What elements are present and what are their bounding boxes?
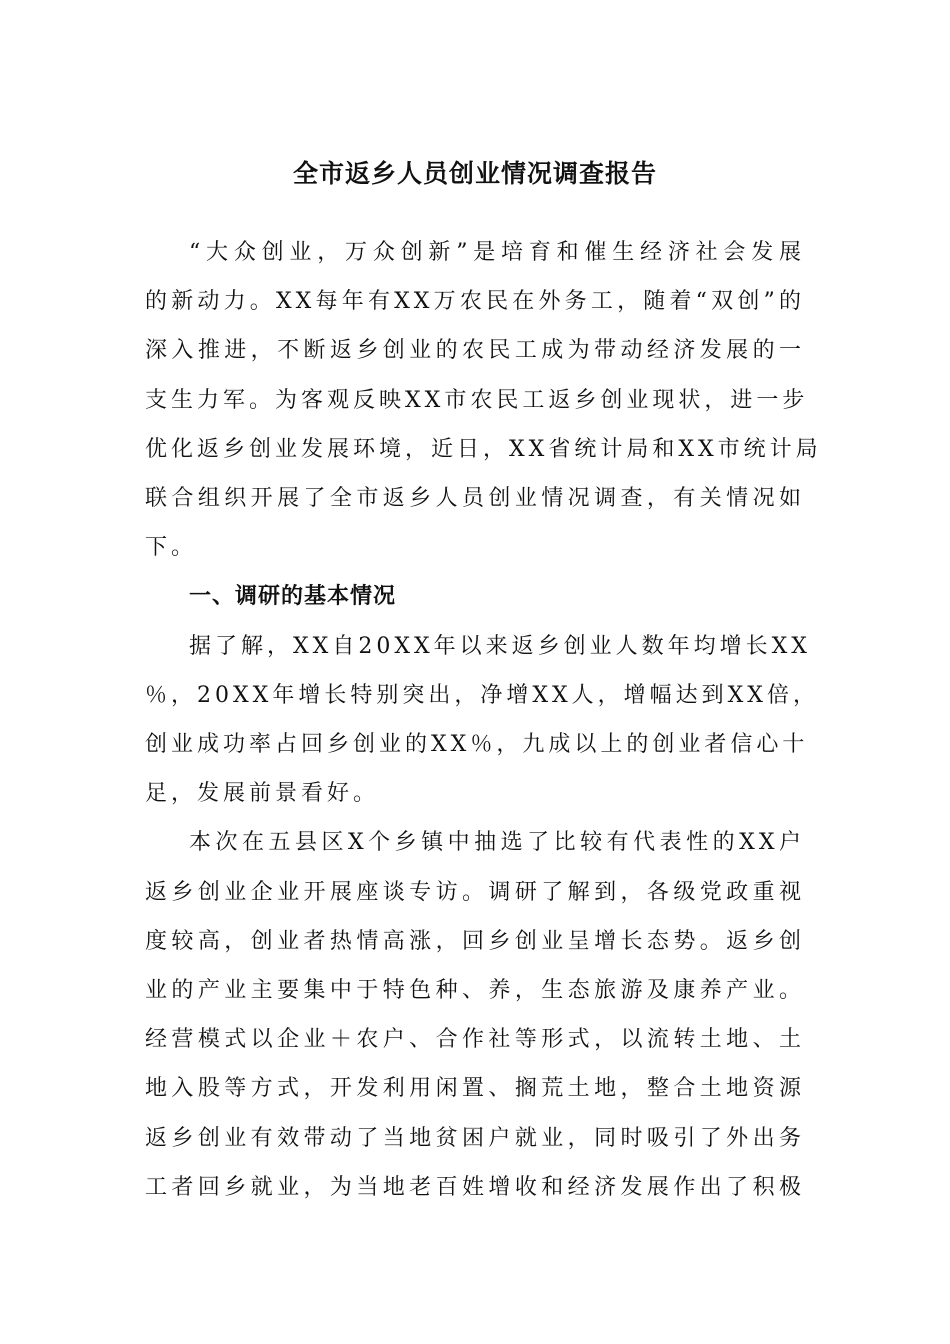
paragraph-survey — [145, 818, 805, 1212]
text-line: 联合组织开展了全市返乡人员创业情况调查，有关情况如 — [145, 486, 805, 512]
text-line: 优化返乡创业发展环境，近日，XX省统计局和XX市统计局 — [145, 436, 822, 462]
text-line: 返乡创业有效带动了当地贫困户就业，同时吸引了外出务 — [145, 1125, 805, 1151]
paragraph-intro — [145, 228, 822, 572]
text-line: 足，发展前景看好。 — [145, 781, 380, 807]
text-line: 地入股等方式，开发利用闲置、搁荒土地，整合土地资源 — [145, 1076, 805, 1102]
text-line: 度较高，创业者热情高涨，回乡创业呈增长态势。返乡创 — [145, 928, 805, 954]
text-line: 据了解，XX自20XX年以来返乡创业人数年均增长XX — [189, 633, 811, 659]
text-line: 本次在五县区X个乡镇中抽选了比较有代表性的XX户 — [189, 830, 805, 856]
text-line: 返乡创业企业开展座谈专访。调研了解到，各级党政重视 — [145, 879, 805, 905]
text-line: “大众创业，万众创新”是培育和催生经济社会发展 — [189, 240, 805, 265]
text-line: 支生力军。为客观反映XX市农民工返乡创业现状，进一步 — [145, 387, 809, 413]
text-line: 下。 — [145, 535, 198, 561]
text-line: 的新动力。XX每年有XX万农民在外务工，随着“双创”的 — [145, 289, 805, 315]
document-title: 全市返乡人员创业情况调查报告 — [292, 159, 657, 188]
text-line: 工者回乡就业，为当地老百姓增收和经济发展作出了积极 — [145, 1174, 805, 1200]
text-line: 经营模式以企业＋农户、合作社等形式，以流转土地、土 — [145, 1027, 805, 1053]
paragraph-growth — [145, 622, 819, 819]
text-line: 创业成功率占回乡创业的XX％，九成以上的创业者信心十 — [145, 732, 809, 758]
text-line: 业的产业主要集中于特色种、养，生态旅游及康养产业。 — [145, 978, 805, 1004]
text-line: ％，20XX年增长特别突出，净增XX人，增幅达到XX倍， — [145, 682, 819, 708]
document-body — [145, 228, 822, 1212]
section-heading: 一、调研的基本情况 — [189, 584, 397, 610]
text-line: 深入推进，不断返乡创业的农民工成为带动经济发展的一 — [145, 338, 805, 364]
